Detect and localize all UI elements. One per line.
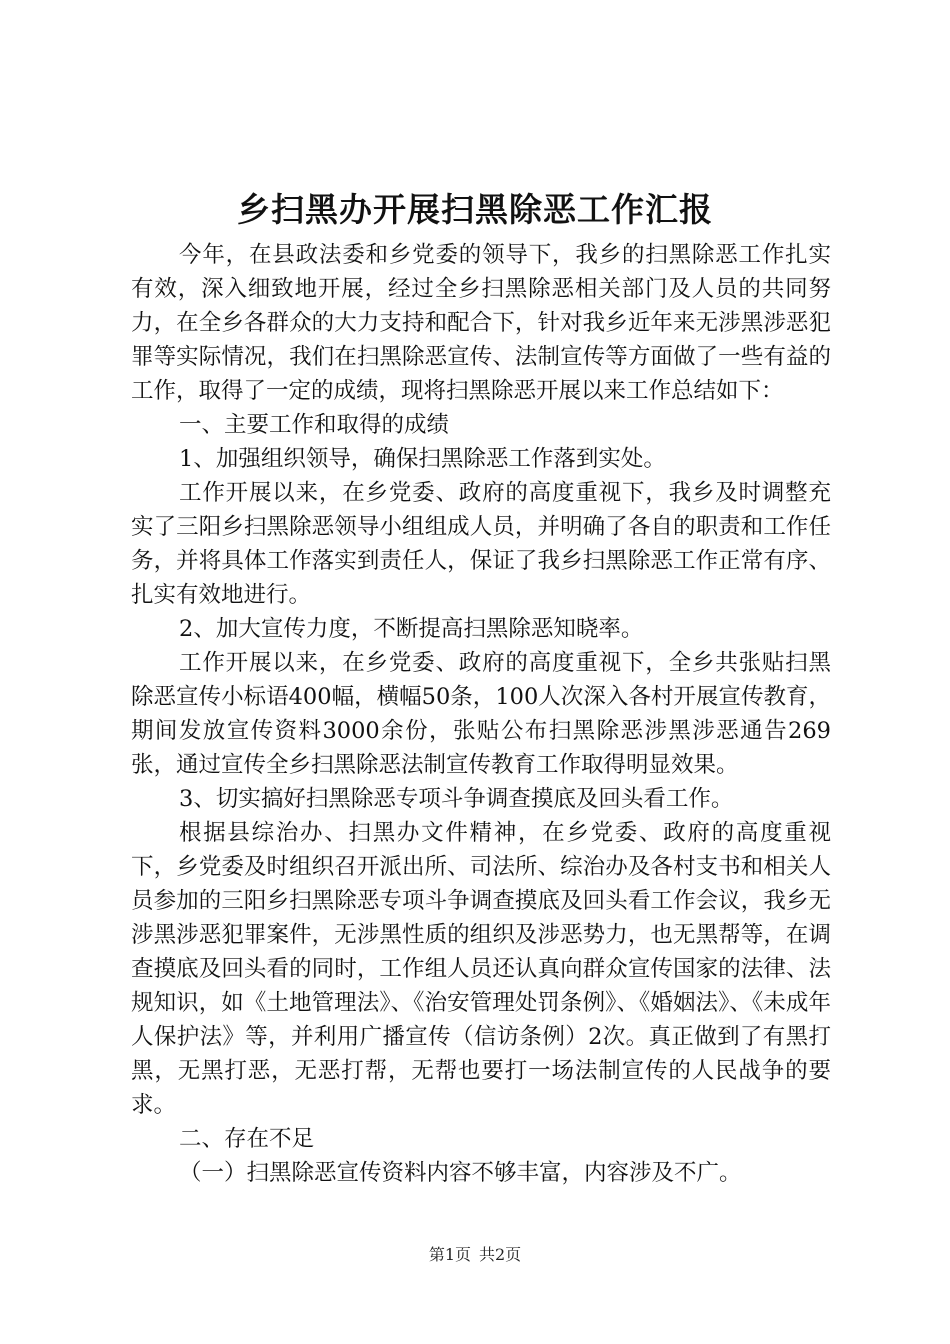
subheading-publicity: 2、加大宣传力度，不断提高扫黑除恶知晓率。	[179, 616, 644, 642]
page-footer	[0, 1244, 950, 1266]
paragraph-investigation: 根据县综治办、扫黑办文件精神，在乡党委、政府的高度重视下，乡党委及时组织召开派出所、司法所、综治办及各村支书和相关人员参加的三阳乡扫黑除恶专项斗争调查摸底及回头看工作会议，我乡无涉黑涉恶犯罪案件，无涉黑性质的组织及涉恶势力，也无黑帮等，在调查摸底及回头看的同时，工作组人员还认真向群众宣传国家的法律、法规知识，如《土地管理法》、《治安管理处罚条例》、《婚姻法》、《未成年人保护法》等，并利用广播宣传（信访条例）2次。真正做到了有黑打黑，无黑打恶，无恶打帮，无帮也要打一场法制宣传的人民战争的要求。	[131, 820, 831, 1118]
paragraph-intro: 今年，在县政法委和乡党委的领导下，我乡的扫黑除恶工作扎实有效，深入细致地开展，经过全乡扫黑除恶相关部门及人员的共同努力，在全乡各群众的大力支持和配合下，针对我乡近年来无涉黑涉恶犯罪等实际情况，我们在扫黑除恶宣传、法制宣传等方面做了一些有益的工作，取得了一定的成绩，现将扫黑除恶开展以来工作总结如下：	[131, 242, 831, 404]
document-body	[131, 238, 831, 1190]
document-title: 乡扫黑办开展扫黑除恶工作汇报	[237, 190, 713, 229]
subheading-leadership: 1、加强组织领导，确保扫黑除恶工作落到实处。	[179, 446, 666, 472]
section-heading-achievements: 一、主要工作和取得的成绩	[179, 412, 450, 438]
page-number: 第1页	[428, 1245, 471, 1264]
page-total: 共2页	[479, 1245, 522, 1264]
paragraph-publicity: 工作开展以来，在乡党委、政府的高度重视下，全乡共张贴扫黑除恶宣传小标语400幅，横幅50条，100人次深入各村开展宣传教育，期间发放宣传资料3000余份，张贴公布扫黑除恶涉黑涉恶通告269张，通过宣传全乡扫黑除恶法制宣传教育工作取得明显效果。	[131, 650, 831, 778]
paragraph-shortcoming-1: （一）扫黑除恶宣传资料内容不够丰富，内容涉及不广。	[179, 1160, 742, 1186]
subheading-investigation: 3、切实搞好扫黑除恶专项斗争调查摸底及回头看工作。	[179, 786, 734, 812]
section-heading-shortcomings: 二、存在不足	[179, 1126, 315, 1152]
paragraph-leadership: 工作开展以来，在乡党委、政府的高度重视下，我乡及时调整充实了三阳乡扫黑除恶领导小组组成人员，并明确了各自的职责和工作任务，并将具体工作落实到责任人，保证了我乡扫黑除恶工作正常有序、扎实有效地进行。	[131, 480, 831, 608]
